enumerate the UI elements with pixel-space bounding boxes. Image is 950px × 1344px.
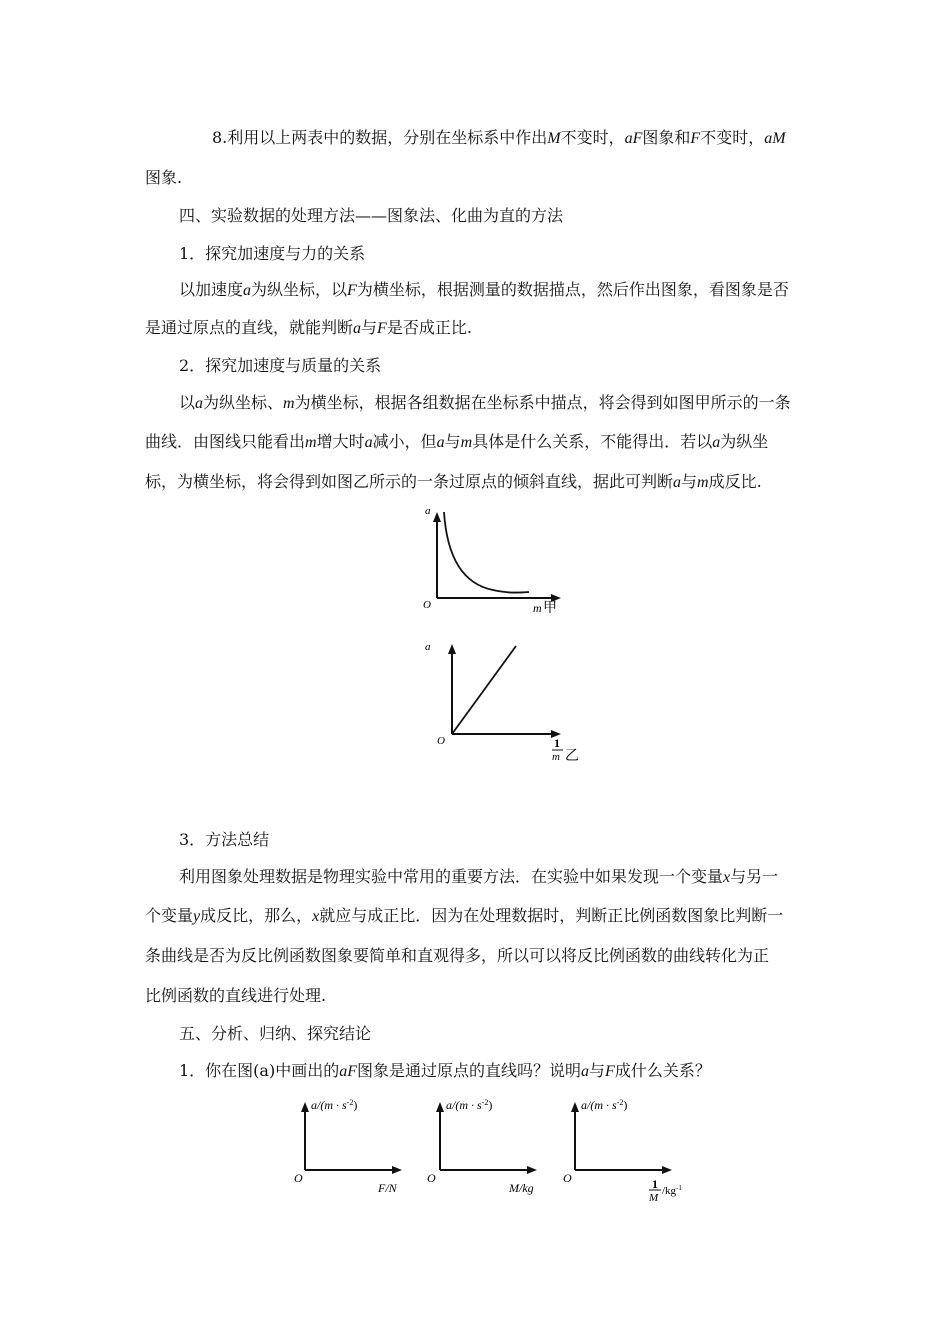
subsection-2-title: 2．探究加速度与质量的关系 [179,356,382,375]
y-arrow-icon [448,644,456,654]
x-arrow-icon [392,1166,402,1174]
text: 是通过原点的直线，就能判断 [145,318,354,337]
text: 1．你在图(a)中画出的 [179,1061,340,1080]
text: 为纵坐 [720,432,769,451]
figure-name: 乙 [565,749,579,764]
origin-label: O [563,1171,572,1185]
label-end: ) [623,1098,628,1112]
var: M [547,130,561,147]
text: 8.利用以上两表中的数据，分别在坐标系中作出 [212,128,548,147]
para-8-line2: 图象. [145,168,183,187]
section-5-heading: 五、分析、归纳、探究结论 [179,1024,372,1043]
text: 成反比. [708,472,762,491]
origin-label: O [427,1171,436,1185]
text: 以加速度 [179,280,244,299]
text: 标，为横坐标，将会得到如图乙所示的一条过原点的倾斜直线，据此可判断 [145,472,674,491]
text: 图象是通过原点的直线吗？说明 [357,1061,582,1080]
blank-axes-1 [290,1090,420,1200]
var: F [347,282,357,299]
y-arrow-icon [571,1102,579,1112]
var: x [723,869,731,886]
var: a [712,434,721,451]
text: 成反比，那么， [200,906,313,925]
line [452,646,516,734]
text: 为横坐标，根据测量的数据描点，然后作出图象，看图象是否 [356,280,789,299]
x-axis-label: m [533,601,542,615]
y-axis-label: a [425,505,431,517]
exponent: -2 [616,1097,624,1107]
var: a [764,130,773,147]
subsection-1-line1 [179,280,789,301]
label: a/(m · s [311,1098,347,1112]
text: 为横坐标，根据各组数据在坐标系中描点，将会得到如图甲所示的一条 [294,393,791,412]
text: 不变时， [560,128,625,147]
blank-axes-3 [560,1090,700,1205]
subsection-3-line4: 比例函数的直线进行处理. [145,986,327,1005]
origin-label: O [437,735,445,747]
var: x [312,908,320,925]
text: 成什么关系？ [614,1061,711,1080]
x-label-denominator: M [649,1192,659,1204]
var: F [377,320,387,337]
exponent: -2 [346,1097,354,1107]
x-label-denominator: m [552,751,560,763]
y-axis-label [311,1098,357,1113]
text: 与另一 [730,867,779,886]
var: m [283,395,295,412]
curve [444,512,529,593]
text: 为纵坐标、 [203,393,284,412]
var: y [193,908,201,925]
subsection-3-line2 [145,906,783,927]
unit: /kg [662,1185,677,1197]
text: 是否成正比. [386,318,472,337]
var: m [697,474,709,491]
var: F [690,130,701,147]
text: 就应与成正比．因为在处理数据时，判断正比例函数图象比判断一 [319,906,784,925]
var: M [772,130,786,147]
subsection-1-line2 [145,318,472,339]
figure-yi [415,636,590,766]
var: a [353,320,362,337]
subsection-3-line1 [179,867,778,888]
text: 与 [444,432,461,451]
y-arrow-icon [436,1102,444,1112]
var: a [624,130,633,147]
label: a/(m · s [446,1098,482,1112]
subsection-2-line3 [145,472,762,493]
subsection-2-line1 [179,393,791,414]
var: a [243,282,252,299]
text: 曲线．由图线只能看出 [145,432,306,451]
label-end: ) [488,1098,493,1112]
blank-axes-2 [425,1090,555,1200]
text: 个变量 [145,906,194,925]
origin-label: O [294,1171,303,1185]
exponent: -2 [481,1097,489,1107]
var: a [436,434,445,451]
section-4-heading: 四、实验数据的处理方法——图象法、化曲为直的方法 [179,206,564,225]
subsection-2-line2 [145,432,768,453]
text: 不变时， [700,128,765,147]
y-axis-label [446,1098,492,1113]
var: F [605,1063,615,1080]
text: 减小，但 [372,432,437,451]
x-label-numerator: 1 [554,736,560,750]
question-1 [179,1061,711,1082]
text: 具体是什么关系，不能得出．若以 [472,432,713,451]
y-axis-label [581,1098,627,1113]
var: m [460,434,473,451]
var: F [632,130,643,147]
text: 为纵坐标，以 [251,280,348,299]
x-axis-label: F/N [378,1181,397,1195]
y-arrow-icon [433,512,441,522]
var: F [347,1063,357,1080]
subsection-3-line3: 条曲线是否为反比例函数图象要简单和直观得多，所以可以将反比例函数的曲线转化为正 [145,946,770,965]
y-arrow-icon [301,1102,309,1112]
var: m [305,434,317,451]
y-axis-label: a [425,641,431,653]
x-arrow-icon [662,1166,672,1174]
var: a [673,474,682,491]
var: a [581,1063,590,1080]
label: a/(m · s [581,1098,617,1112]
figure-jia [415,500,575,620]
figure-name: 甲 [543,601,557,616]
x-arrow-icon [527,1166,537,1174]
origin-label: O [423,599,431,611]
x-label-numerator: 1 [652,1177,658,1191]
var: a [195,395,204,412]
text: 增大时 [316,432,365,451]
text: 以 [179,393,196,412]
x-label-unit [662,1184,682,1197]
text: 图象和 [642,128,691,147]
var: a [364,434,373,451]
var: a [339,1063,348,1080]
unit-exponent: -1 [676,1184,682,1192]
text: 与 [589,1061,606,1080]
x-axis-label: M/kg [509,1181,534,1195]
subsection-1-title: 1．探究加速度与力的关系 [179,244,366,263]
text: 与 [361,318,378,337]
subsection-3-title: 3．方法总结 [179,830,270,849]
text: 利用图象处理数据是物理实验中常用的重要方法．在实验中如果发现一个变量 [179,867,724,886]
text: 与 [681,472,698,491]
label-end: ) [353,1098,358,1112]
para-8-line1 [212,128,786,149]
